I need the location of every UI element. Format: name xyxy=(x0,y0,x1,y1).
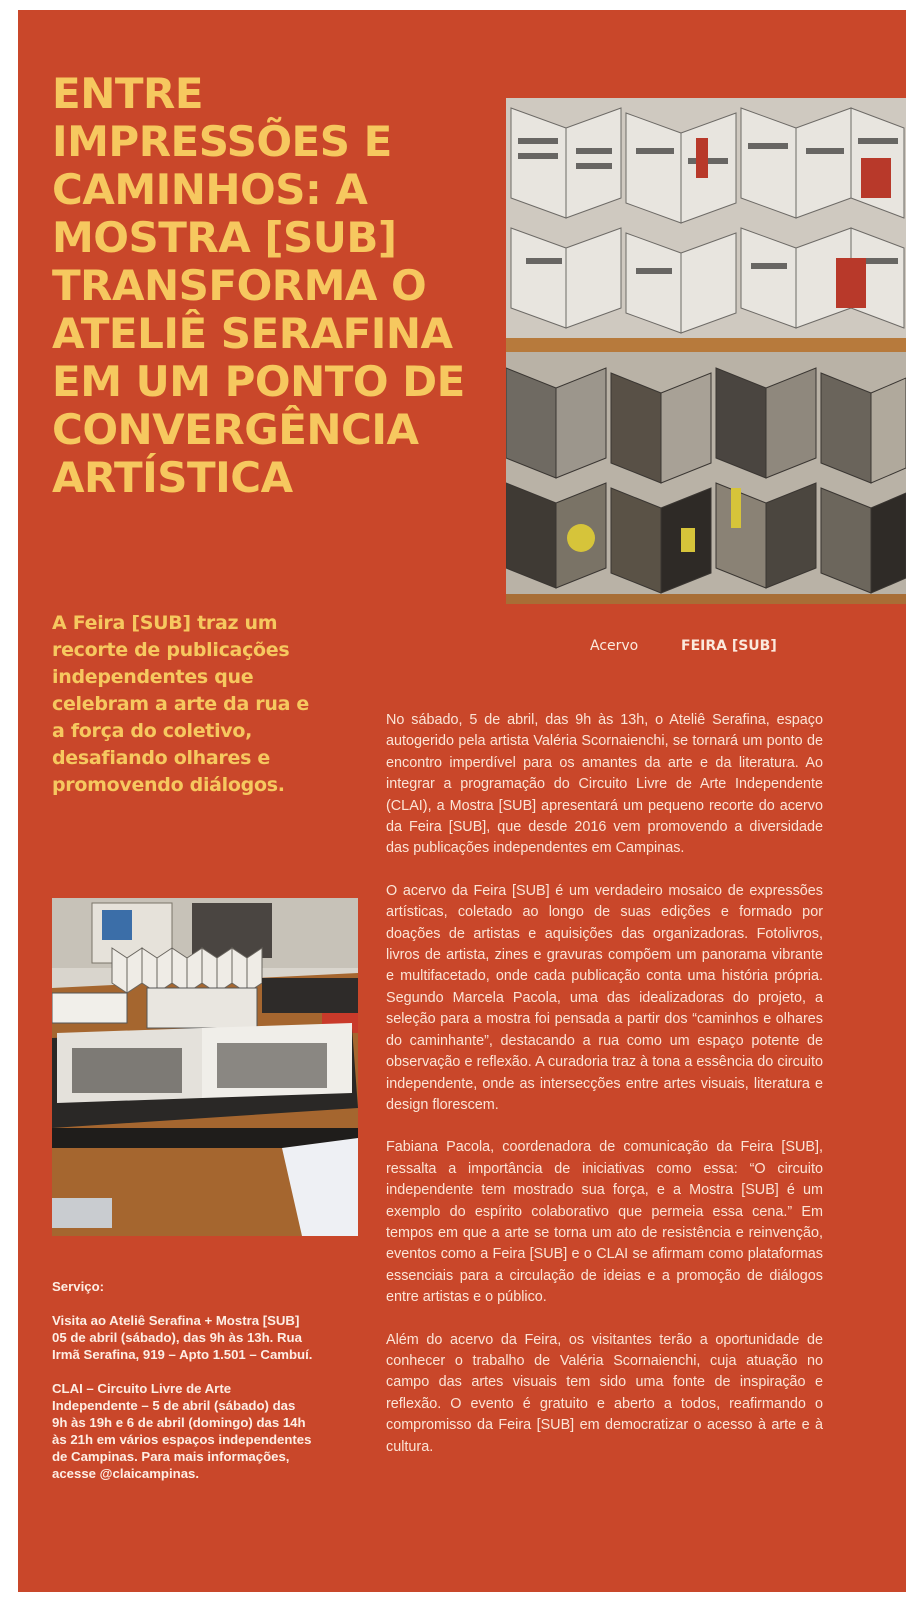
photo-caption-feira: FEIRA [SUB] xyxy=(681,638,777,654)
exhibition-photo xyxy=(506,98,906,604)
article-paragraph-3: Fabiana Pacola, coordenadora de comunicação da Feira [SUB], ressalta a importância de iniciativas como essa: “O circuito independente tem mostrado sua força, e a Mostra [SUB] é um exemplo do espírito colaborativo que permeia essa cena.” Em tempos em que a arte se torna um ato de resistência e reinvenção, eventos como a Feira [SUB] e o CLAI se afirmam como plataformas essenciais para a circulação de ideias e a promoção de diálogos entre artistas e o público. xyxy=(386,1139,823,1306)
photo-caption-acervo: Acervo xyxy=(590,638,639,654)
service-visit: Visita ao Ateliê Serafina + Mostra [SUB] 05 de abril (sábado), das 9h às 13h. Rua Irmã Serafina, 919 – Apto 1.501 – Cambuí. xyxy=(52,1313,313,1362)
article-paragraph-2: O acervo da Feira [SUB] é um verdadeiro mosaico de expressões artísticas, coletado ao longo de suas edições e formado por doações de artistas e aquisições das organizadoras. Fotolivros, livros de artista, zines e gravuras compõem um panorama vibrante e multifacetado, onde cada publicação conta uma história própria. Segundo Marcela Pacola, uma das idealizadoras do projeto, a seleção para a mostra foi pensada a partir dos “caminhos e olhares do caminhante”, destacando a rua como um espaço potente de observação e reflexão. A curadoria traz à tona a essência do circuito independente, onde as intersecções entre artes visuais, literatura e design florescem. xyxy=(386,882,823,1113)
poster xyxy=(18,10,906,1592)
books-table-photo xyxy=(52,898,358,1236)
service-info xyxy=(52,1278,314,1499)
lead-text: A Feira [SUB] traz um recorte de publicações independentes que celebram a arte da rua e a força do coletivo, desafiando olhares e promovendo diálogos. xyxy=(52,612,310,796)
service-clai: CLAI – Circuito Livre de Arte Independente – 5 de abril (sábado) das 9h às 19h e 6 de abril (domingo) das 14h às 21h em vários espaços independentes de Campinas. Para mais informações, acesse @claicampinas. xyxy=(52,1381,312,1481)
article-title: ENTRE IMPRESSÕES E CAMINHOS: A MOSTRA [SUB] TRANSFORMA O ATELIÊ SERAFINA EM UM PONTO DE CONVERGÊNCIA ARTÍSTICA xyxy=(52,69,465,502)
article-body xyxy=(386,710,823,1479)
service-heading: Serviço: xyxy=(52,1279,105,1294)
article-paragraph-1: No sábado, 5 de abril, das 9h às 13h, o Ateliê Serafina, espaço autogerido pela artista Valéria Scornaienchi, se tornará um ponto de encontro imperdível para os amantes da arte e da literatura. Ao integrar a programação do Circuito Livre de Arte Independente (CLAI), a Mostra [SUB] apresentará um pequeno recorte do acervo da Feira [SUB], que desde 2016 vem promovendo a diversidade das publicações independentes em Campinas. xyxy=(386,712,823,857)
article-paragraph-4: Além do acervo da Feira, os visitantes terão a oportunidade de conhecer o trabalho de Valéria Scornaienchi, cuja atuação no campo das artes visuais tem sido uma fonte de inspiração e reflexão. O evento é gratuito e aberto a todos, reafirmando o compromisso da Feira [SUB] em democratizar o acesso à arte e à cultura. xyxy=(386,1331,823,1455)
